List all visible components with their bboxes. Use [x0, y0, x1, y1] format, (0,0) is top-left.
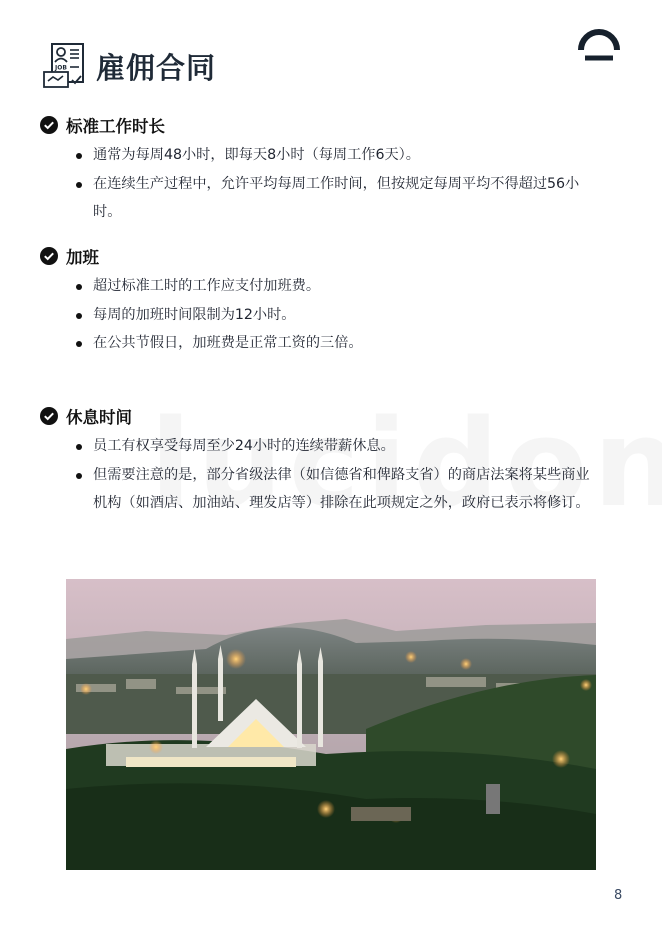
check-circle-icon — [40, 247, 58, 265]
page-title: 雇佣合同 — [96, 51, 217, 85]
list-item: 但需要注意的是，部分省级法律（如信德省和俾路支省）的商店法案将某些商业机构（如酒店、加油站、理发店等）排除在此项规定之外，政府已表示将修订。 — [40, 461, 595, 518]
section-title: 休息时间 — [66, 408, 132, 427]
section-standard-hours — [40, 113, 620, 227]
section-overtime — [40, 244, 620, 358]
check-circle-icon — [40, 116, 58, 134]
page-number: 8 — [614, 888, 623, 903]
check-circle-icon — [40, 407, 58, 425]
list-item: 在连续生产过程中，允许平均每周工作时间，但按规定每周平均不得超过56小时。 — [40, 170, 595, 227]
brand-logo-icon — [575, 20, 623, 68]
job-label: JOB — [55, 64, 67, 72]
list-item: 通常为每周48小时，即每天8小时（每周工作6天）。 — [40, 141, 595, 170]
section-title: 加班 — [66, 248, 99, 267]
list-item: 在公共节假日，加班费是正常工资的三倍。 — [40, 329, 595, 358]
section-title: 标准工作时长 — [66, 117, 165, 136]
mosque-cityscape-photo — [66, 579, 596, 870]
list-item: 超过标准工时的工作应支付加班费。 — [40, 272, 595, 301]
job-contract-icon — [42, 42, 86, 90]
section-rest-time — [40, 404, 620, 518]
photo-illustration — [66, 579, 596, 870]
list-item: 每周的加班时间限制为12小时。 — [40, 301, 595, 330]
list-item: 员工有权享受每周至少24小时的连续带薪休息。 — [40, 432, 595, 461]
